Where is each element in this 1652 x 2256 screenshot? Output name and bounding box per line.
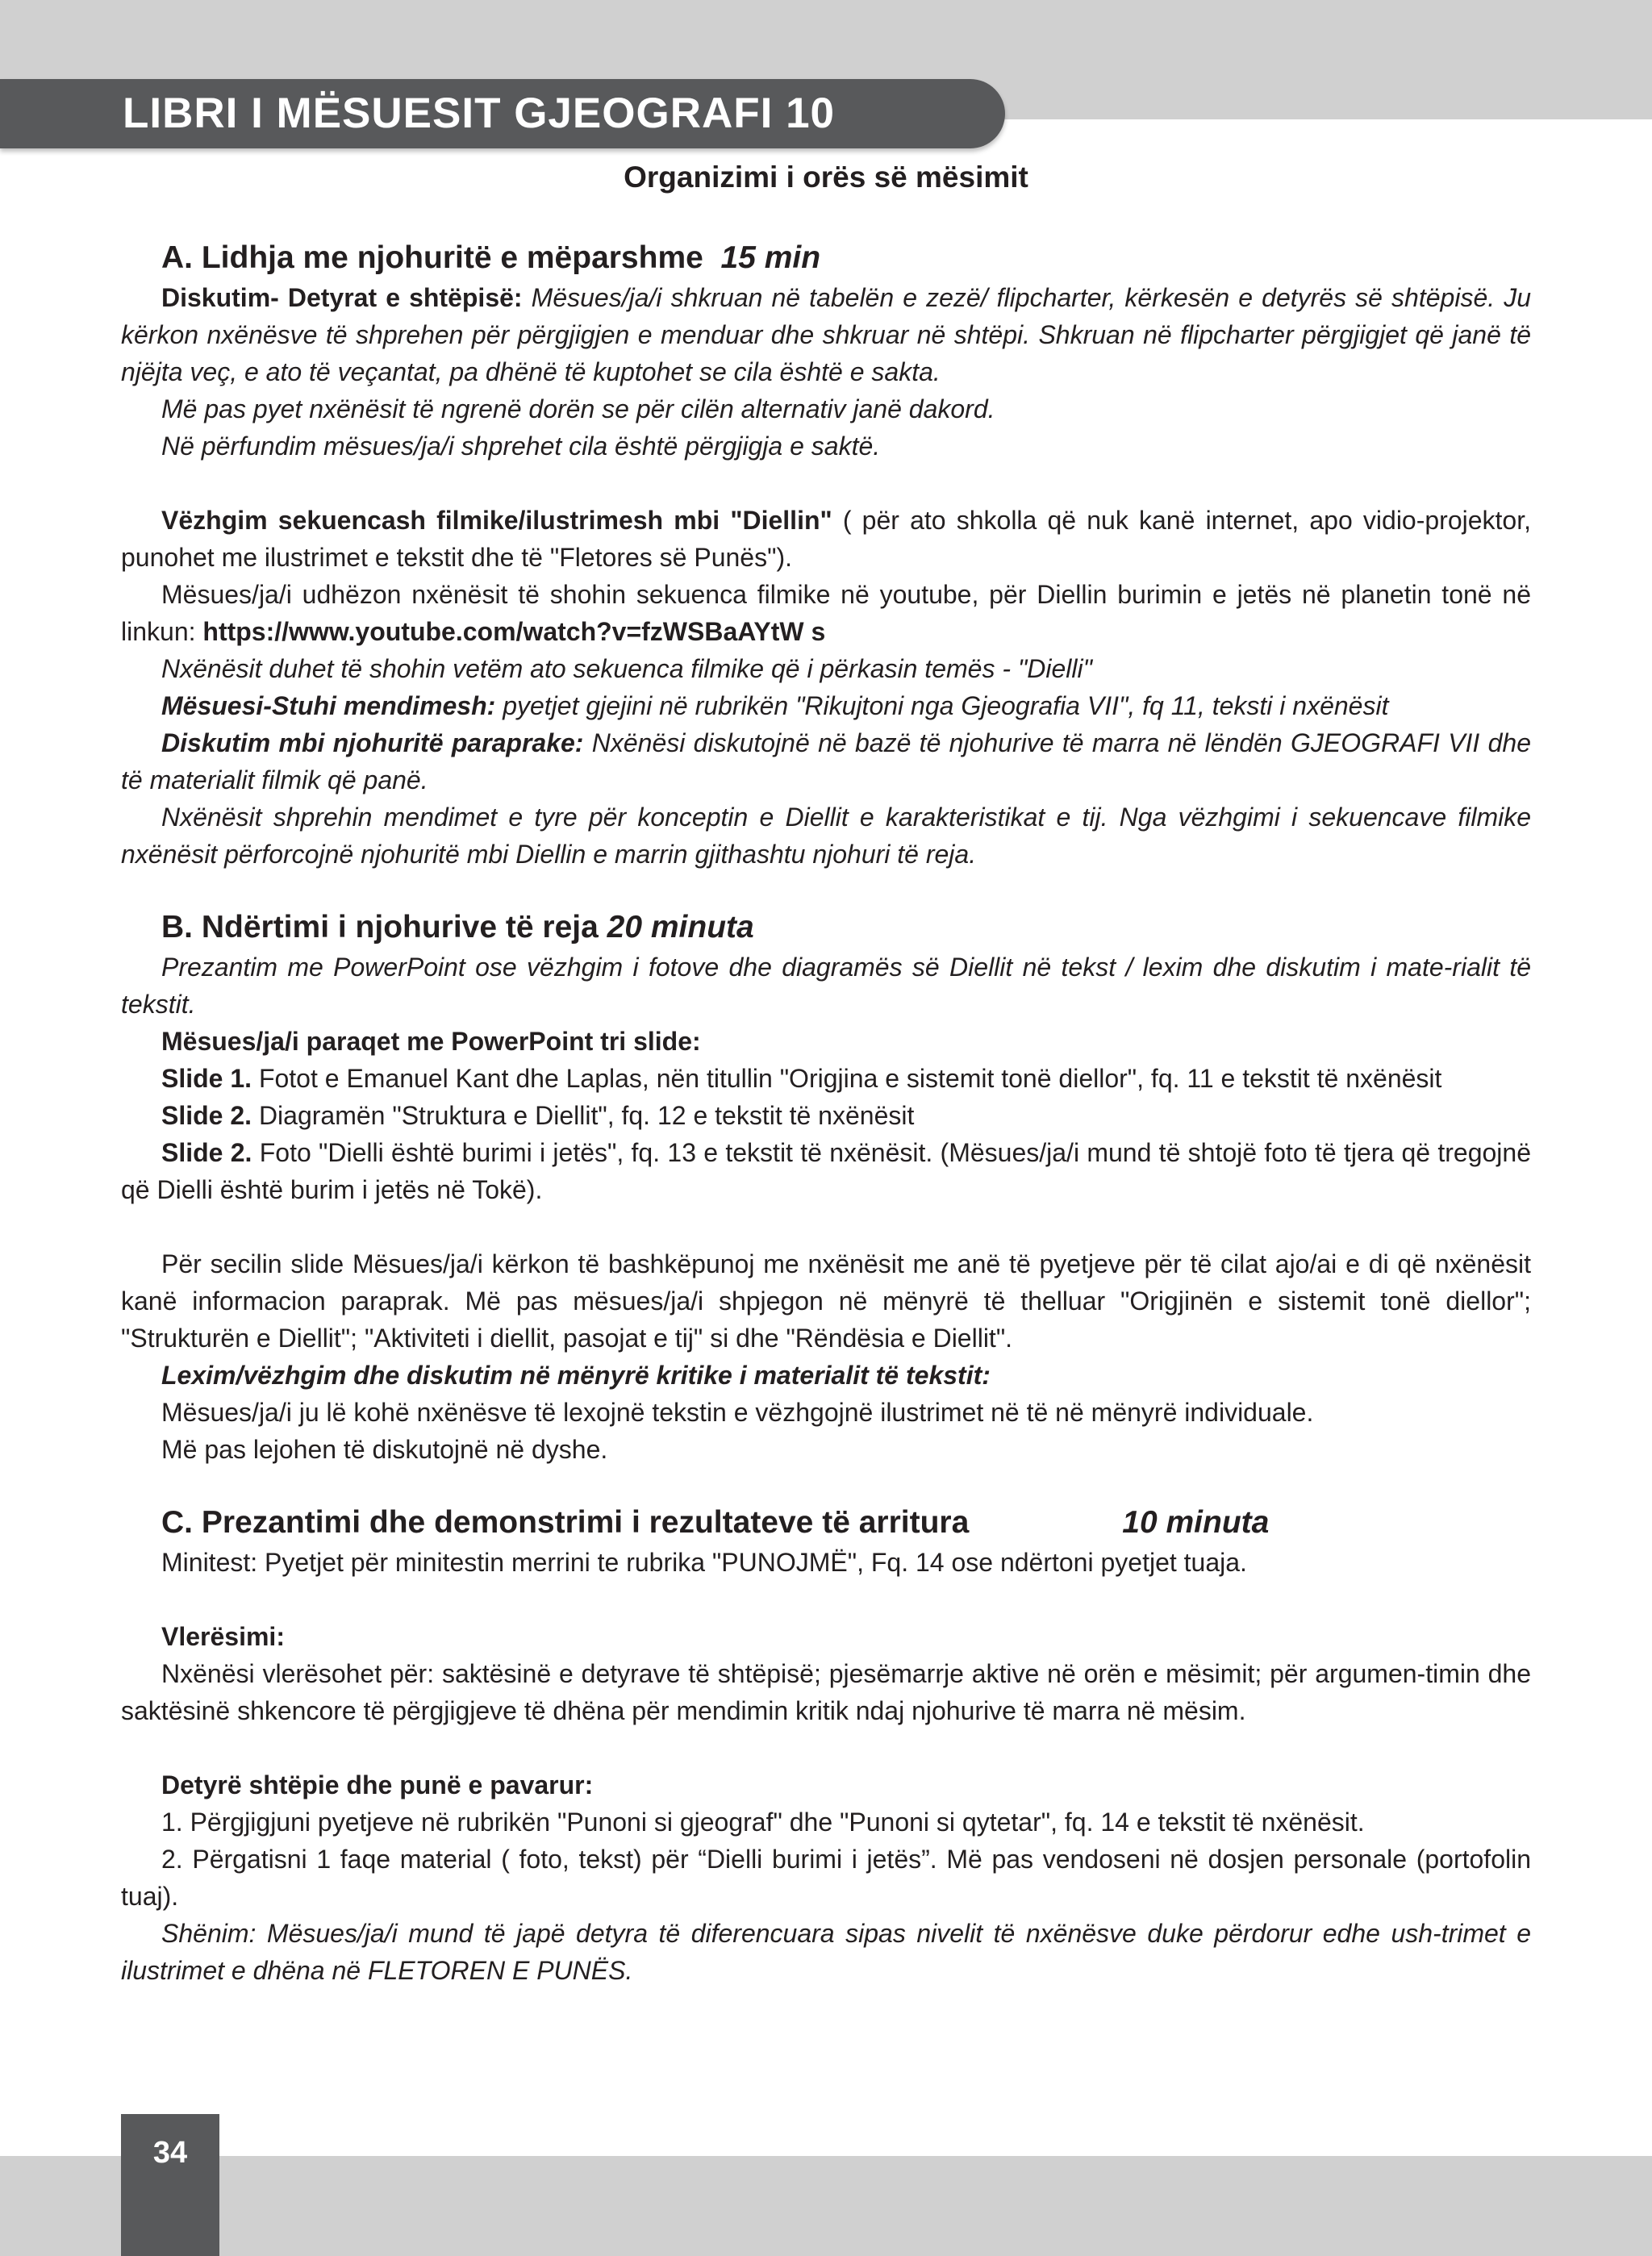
section-a-p6: Nxënësit duhet të shohin vetëm ato sekuenca filmike që i përkasin temës - "Dielli" [161,654,1092,683]
section-a-p4 [121,502,1531,576]
section-b-p8: Mësues/ja/i ju lë kohë nxënësve të lexojnë tekstin e vëzhgojnë ilustrimet në të në mënyrë individuale. [161,1398,1314,1427]
section-b-p2: Mësues/ja/i paraqet me PowerPoint tri slide: [161,1027,701,1056]
section-b-time: 20 minuta [607,910,754,945]
vezhgim-text: ( për ato shkolla që nuk kanë internet, apo vidio-projektor, punohet me ilustrimet e tekstit dhe të "Fletores së Punës"). [121,506,1532,572]
section-b-p9: Më pas lejohen të diskutojnë në dyshe. [161,1435,608,1464]
detyre-item-1: 1. Përgjigjuni pyetjeve në rubrikën "Punoni si gjeograf" dhe "Punoni si qytetar", fq. 14 e tekstit të nxënësit. [161,1808,1365,1837]
section-b-p6: Për secilin slide Mësues/ja/i kërkon të bashkëpunoj me nxënësit me anë të pyetjeve për të cilat ajo/ai e di që nxënësit kanë informacion paraprak. Më pas mësues/ja/i shpjegon në mënyrë të thelluar "Origjinën e sistemit tonë diellor"; "Strukturën e Diellit"; "Aktiviteti i diellit, pasojat e tij" si dhe "Rëndësia e Diellit". [121,1249,1531,1353]
section-c-heading: C. Prezantimi dhe demonstrimi i rezultateve të arritura 10 minuta [161,1505,1270,1540]
section-c-time: 10 minuta [1122,1505,1270,1540]
slide-1: Slide 1. Fotot e Emanuel Kant dhe Laplas, nën titullin "Origjina e sistemit tonë diellor", fq. 11 e tekstit të nxënësit [161,1064,1442,1093]
slide-3: Slide 2. Foto "Dielli është burimi i jetës", fq. 13 e tekstit të nxënësit. (Mësues/ja/i mund të shtojë foto të tjera që tregojnë që Dielli është burim i jetës në Tokë). [121,1138,1532,1204]
stuhi-label: Mësuesi-Stuhi mendimesh: [161,691,496,720]
page-number: 34 [152,2136,188,2170]
diskutim-text: Mësues/ja/i shkruan në tabelën e zezë/ flipcharter, kërkesën e detyrës së shtëpisë. Ju kërkon nxënësve të shprehen për përgjigjen e menduar dhe shkruar në shtëpi. Shkruan në flipcharter përgjigjet që janë të njëjta veç, e ato të veçantat, pa dhënë të kuptohet se cila është e sakta. [121,283,1532,386]
vleresimi-text: Nxënësi vlerësohet për: saktësinë e detyrave të shtëpisë; pjesëmarrje aktive në orën e mësimit; për argumen-timin dhe saktësinë shkencore të përgjigjeve të dhëna për mendimin kritik ndaj njohurive të marra në mësim. [121,1659,1531,1725]
header-title: LIBRI I MËSUESIT GJEOGRAFI 10 [123,90,836,137]
section-a-heading: A. Lidhja me njohuritë e mëparshme 15 min [161,240,821,275]
detyre-heading: Detyrë shtëpie dhe punë e pavarur: [161,1770,594,1799]
section-c-p1: Minitest: Pyetjet për minitestin merrini te rubrika "PUNOJMË", Fq. 14 ose ndërtoni pyetjet tuaja. [161,1548,1247,1577]
section-a-time: 15 min [720,240,821,275]
youtube-link[interactable]: https://www.youtube.com/watch?v=fzWSBaAYtW s [202,617,826,646]
page-content [121,153,1531,1989]
section-a-p2: Më pas pyet nxënësit të ngrenë dorën se për cilën alternativ janë dakord. [161,394,995,423]
vleresimi-heading: Vlerësimi: [161,1622,285,1651]
section-a-p3: Në përfundim mësues/ja/i shprehet cila është përgjigja e saktë. [161,432,881,461]
paraprake-label: Diskutim mbi njohuritë paraprake: [161,728,584,757]
section-a-p9: Nxënësit shprehin mendimet e tyre për konceptin e Diellit e karakteristikat e tij. Nga vëzhgimi i sekuencave filmike nxënësit përforcojnë njohuritë mbi Diellin e marrin gjithashtu njohuri të reja. [121,803,1531,869]
section-a-p1 [121,279,1531,390]
section-b-p1: Prezantim me PowerPoint ose vëzhgim i fotove dhe diagramës së Diellit në tekst / lexim dhe diskutim i mate-rialit të tekstit. [121,953,1531,1019]
section-a-p7: Mësuesi-Stuhi mendimesh: pyetjet gjejini në rubrikën "Rikujtoni nga Gjeografia VII", fq 11, teksti i nxënësit [161,691,1389,720]
shenim-note: Shënim: Mësues/ja/i mund të japë detyra të diferencuara sipas nivelit të nxënësve duke përdorur edhe ush-trimet e ilustrimet e dhëna në FLETOREN E PUNËS. [121,1919,1531,1985]
vezhgim-label: Vëzhgim sekuencash filmike/ilustrimesh mbi "Diellin" [161,506,832,535]
slide-2: Slide 2. Diagramën "Struktura e Diellit", fq. 12 e tekstit të nxënësit [161,1101,915,1130]
bottom-band [0,2156,1652,2256]
section-b-p7: Lexim/vëzhgim dhe diskutim në mënyrë kritike i materialit të tekstit: [161,1361,991,1390]
section-a-p8: Diskutim mbi njohuritë paraprake: Nxënësi diskutojnë në bazë të njohurive të marra në lëndën GJEOGRAFI VII dhe të materialit filmik që panë. [121,728,1532,794]
detyre-item-2: 2. Përgatisni 1 faqe material ( foto, tekst) për “Dielli burimi i jetës”. Më pas vendoseni në dosjen personale (portofolin tuaj). [121,1845,1531,1911]
page-title: Organizimi i orës së mësimit [624,161,1028,194]
diskutim-label: Diskutim- Detyrat e shtëpisë: [161,283,523,312]
section-b-heading: B. Ndërtimi i njohurive të reja 20 minuta [161,910,754,945]
section-a-p5: Mësues/ja/i udhëzon nxënësit të shohin sekuenca filmike në youtube, për Diellin burimin e jetës në planetin tonë në linkun: https://www.youtube.com/watch?v=fzWSBaAYtW s [121,580,1531,646]
